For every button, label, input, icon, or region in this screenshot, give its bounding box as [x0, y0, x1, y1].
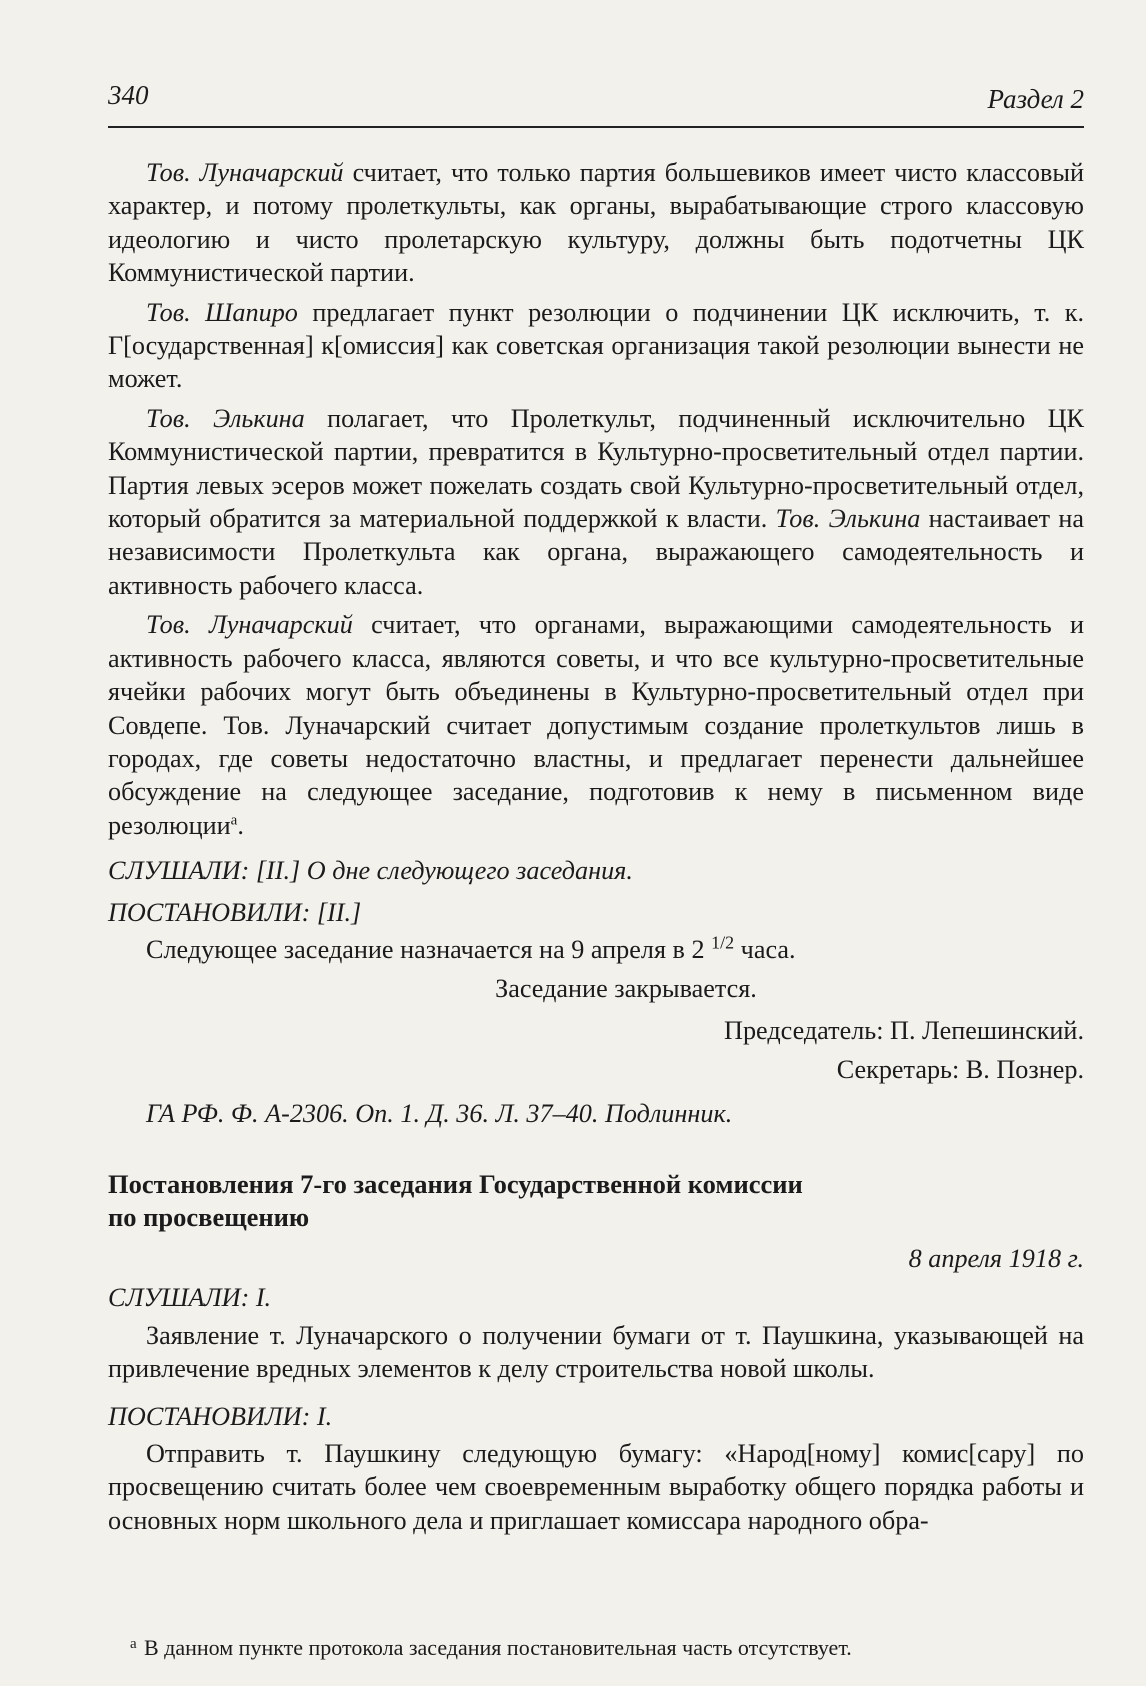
heard-heading-1: СЛУШАЛИ: I.: [108, 1283, 272, 1313]
paragraph-text: полагает, что Пролеткульт, подчиненный исключительно ЦК Коммунистической партии, превратится в Культурно-просветительный отдел партии. Партия левых эсеров может пожелать создать свой Культурно-просветительный отдел, который обратится за материальной поддержкой к власти.: [108, 403, 1084, 534]
chairman-signature: Председатель: П. Лепешинский.: [724, 1015, 1084, 1045]
paragraph-text: считает, что только партия большевиков имеет чисто классовый характер, и потому пролеткульты, как органы, вырабатывающие строго классовую идеологию и чисто пролетарскую культуру, должны быть подотчетны ЦК Коммунистической партии.: [108, 158, 1084, 288]
footnote-ref[interactable]: а: [230, 811, 238, 828]
fraction: 1/2: [711, 932, 735, 953]
footnote-text: В данном пункте протокола заседания постановительная часть отсутствует.: [144, 1635, 852, 1660]
archive-source: ГА РФ. Ф. А-2306. Оп. 1. Д. 36. Л. 37–40. Подлинник.: [146, 1098, 733, 1128]
text-part: часа.: [734, 934, 796, 964]
speaker-name: Тов. Шапиро: [146, 297, 298, 327]
paragraph-shapiro: [108, 296, 1084, 396]
resolved-heading-1: ПОСТАНОВИЛИ: I.: [108, 1401, 333, 1431]
closing-text: Заседание закрывается.: [495, 974, 757, 1004]
section-title: Раздел 2: [987, 84, 1084, 114]
paragraph-lunacharsky-1: [108, 156, 1084, 290]
secretary-signature: Секретарь: В. Познер.: [836, 1055, 1084, 1085]
footnote: [130, 1634, 1084, 1662]
paragraph-text: предлагает пункт резолюции о подчинении ЦК исключить, т. к. Г[осударственная] к[омиссия] как советская организация такой резолюции вынести не может.: [108, 297, 1084, 394]
heard-text-1: Заявление т. Луначарского о получении бумаги от т. Паушкина, указывающей на привлечение вредных элементов к делу строительства новой школы.: [108, 1320, 1084, 1384]
page-header: [108, 72, 1084, 128]
document-title: [108, 1168, 1084, 1234]
paragraph-lunacharsky-2: [108, 608, 1084, 842]
footnote-mark: а: [130, 1636, 137, 1652]
paragraph-text: настаивает на независимости Пролеткульта как органа, выражающего самодеятельность и активность рабочего класса.: [108, 504, 1085, 600]
resolved-heading-2: ПОСТАНОВИЛИ: [II.]: [108, 897, 362, 927]
next-meeting-text: [108, 933, 1084, 966]
speaker-name: Тов. Элькина: [775, 504, 921, 534]
resolved-text-1: Отправить т. Паушкину следующую бумагу: «Народ[ному] комис[сару] по просвещению считать более чем своевременным выработку общего порядка работы и основных норм школьного дела и приглашает комиссара народного обра-: [108, 1439, 1084, 1535]
title-line: по просвещению: [108, 1201, 310, 1232]
document-date: 8 апреля 1918 г.: [908, 1243, 1084, 1273]
page-number: 340: [108, 80, 149, 110]
speaker-name: Тов. Элькина: [146, 403, 305, 433]
text-part: Следующее заседание назначается на 9 апреля в 2: [146, 934, 712, 964]
speaker-name: Тов. Луначарский: [146, 158, 344, 187]
speaker-name: Тов. Луначарский: [146, 610, 353, 640]
title-line: Постановления 7-го заседания Государственной комиссии: [108, 1168, 803, 1199]
heard-heading-2: СЛУШАЛИ: [II.] О дне следующего заседания.: [108, 856, 633, 886]
page-body: [108, 156, 1084, 1537]
paragraph-text: .: [237, 810, 244, 840]
paragraph-text: считает, что органами, выражающими самодеятельность и активность рабочего класса, являются советы, и что все культурно-просветительные ячейки рабочих могут быть объединены в Культурно-просветительный отдел при Совдепе. Тов. Луначарский считает допустимым создание пролеткультов лишь в городах, где советы недостаточно властны, и предлагает перенести дальнейшее обсуждение на следующее заседание, подготовив к нему в письменном виде резолюции: [108, 610, 1085, 840]
paragraph-elkina: [108, 402, 1084, 602]
